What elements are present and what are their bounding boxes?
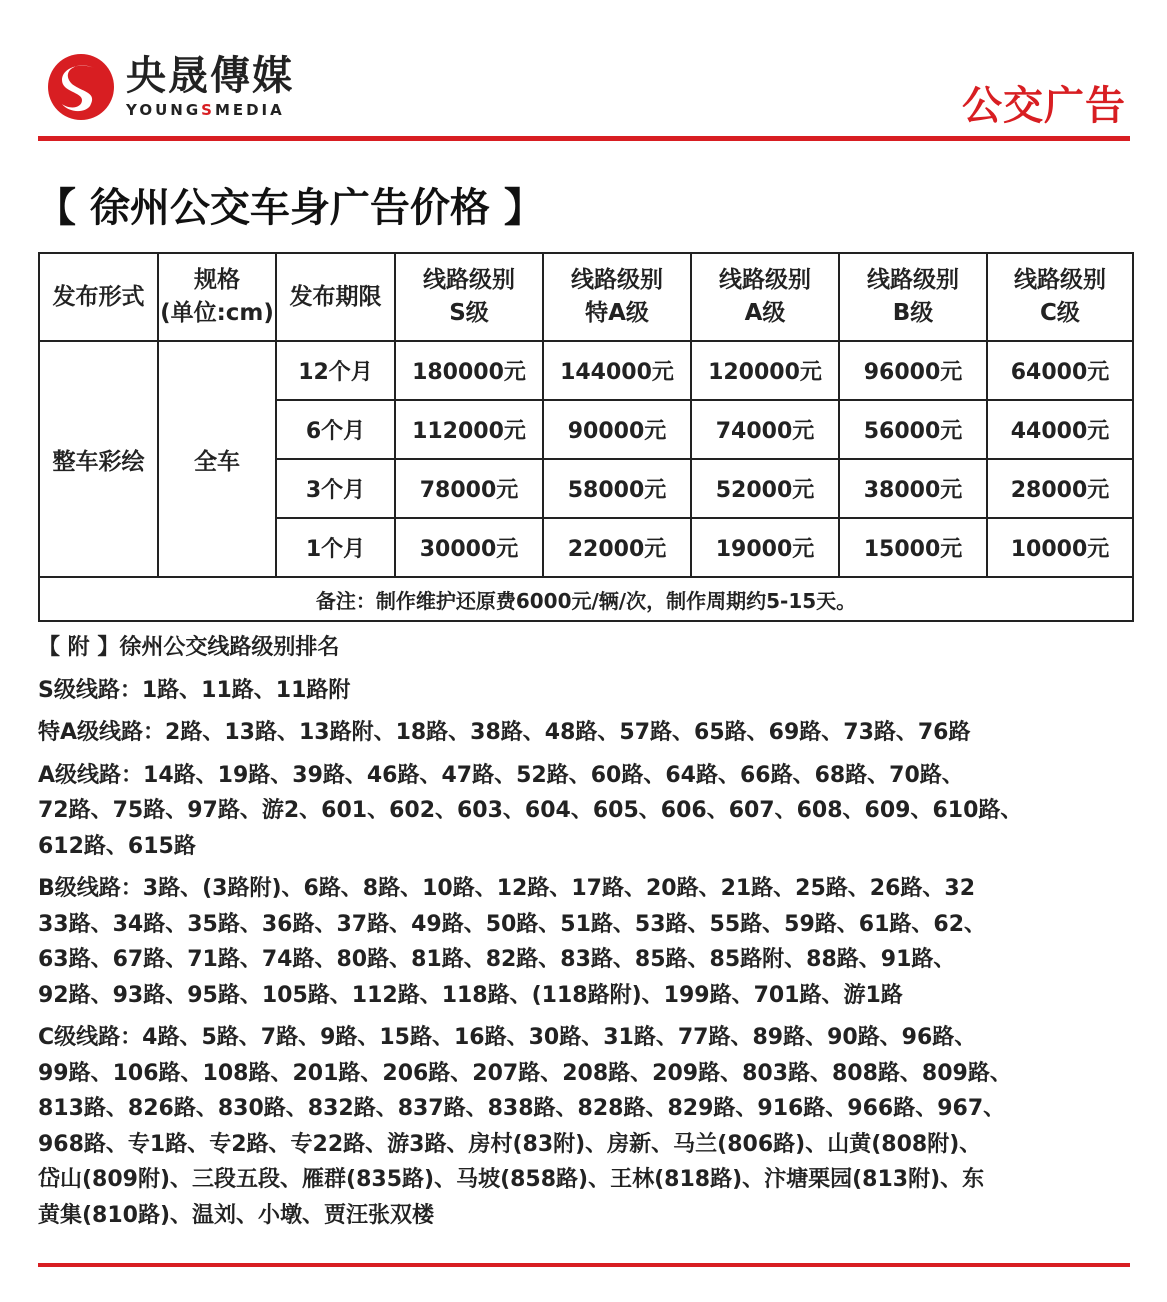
route-line: 黄集(810路)、温刘、小墩、贾汪张双楼 <box>38 1202 435 1228</box>
table-note-row <box>39 577 1133 621</box>
price-cell: 112000元 <box>395 400 543 459</box>
header-grade-special-a: 线路级别 特A级 <box>543 253 691 341</box>
brand-logo-icon <box>46 52 116 122</box>
price-cell: 38000元 <box>839 459 987 518</box>
header-spec: 规格 (单位:cm) <box>158 253 276 341</box>
period-cell: 12个月 <box>276 341 395 400</box>
table-row <box>39 341 1133 400</box>
price-cell: 64000元 <box>987 341 1133 400</box>
period-cell: 6个月 <box>276 400 395 459</box>
route-line: 33路、34路、35路、36路、37路、49路、50路、51路、53路、55路、59路、61路、62、 <box>38 911 986 937</box>
header-divider <box>38 136 1130 141</box>
price-cell: 15000元 <box>839 518 987 577</box>
price-cell: 180000元 <box>395 341 543 400</box>
table-note: 备注：制作维护还原费6000元/辆/次，制作周期约5-15天。 <box>39 577 1133 621</box>
route-line: 92路、93路、95路、105路、112路、118路、(118路附)、199路、701路、游1路 <box>38 982 903 1008</box>
route-line: C级线路：4路、5路、7路、9路、15路、16路、30路、31路、77路、89路、90路、96路、 <box>38 1025 977 1050</box>
price-table <box>38 252 1134 622</box>
route-ranking <box>38 630 1132 1233</box>
header-grade-a: 线路级别 A级 <box>691 253 839 341</box>
b-grade-routes <box>38 871 1132 1013</box>
price-cell: 28000元 <box>987 459 1133 518</box>
route-line: 63路、67路、71路、74路、80路、81路、82路、83路、85路、85路附、88路、91路、 <box>38 947 956 972</box>
brand-wordmark <box>126 54 294 120</box>
section-label: 公交广告 <box>962 83 1126 129</box>
header-grade-b: 线路级别 B级 <box>839 253 987 341</box>
special-a-grade-routes: 特A级线路：2路、13路、13路附、18路、38路、48路、57路、65路、69路、73路、76路 <box>38 720 971 745</box>
brand-name-cn: 央晟傳媒 <box>126 53 294 99</box>
route-line: 99路、106路、108路、201路、206路、207路、208路、209路、803路、808路、809路、 <box>38 1060 1012 1086</box>
period-cell: 3个月 <box>276 459 395 518</box>
c-grade-routes <box>38 1020 1132 1233</box>
brand-name-en: YOUNGSMEDIA <box>126 101 285 119</box>
appendix-heading: 【 附 】徐州公交线路级别排名 <box>38 635 340 660</box>
route-line: 813路、826路、830路、832路、837路、838路、828路、829路、916路、966路、967、 <box>38 1096 1006 1121</box>
price-cell: 74000元 <box>691 400 839 459</box>
header-form: 发布形式 <box>39 253 158 341</box>
route-line: A级线路：14路、19路、39路、46路、47路、52路、60路、64路、66路、68路、70路、 <box>38 762 964 788</box>
page-title: 【 徐州公交车身广告价格 】 <box>36 185 544 231</box>
period-cell: 1个月 <box>276 518 395 577</box>
price-cell: 30000元 <box>395 518 543 577</box>
brand-logo <box>46 52 294 122</box>
price-cell: 19000元 <box>691 518 839 577</box>
price-cell: 10000元 <box>987 518 1133 577</box>
header-grade-c: 线路级别 C级 <box>987 253 1133 341</box>
route-line: 968路、专1路、专2路、专22路、游3路、房村(83附)、房新、马兰(806路)、山黄(808附)、 <box>38 1131 982 1157</box>
price-cell: 144000元 <box>543 341 691 400</box>
a-grade-routes <box>38 758 1132 865</box>
spec-cell: 全车 <box>158 341 276 577</box>
price-cell: 22000元 <box>543 518 691 577</box>
form-cell: 整车彩绘 <box>39 341 158 577</box>
route-line: 72路、75路、97路、游2、601、602、603、604、605、606、607、608、609、610路、 <box>38 798 1023 823</box>
price-cell: 96000元 <box>839 341 987 400</box>
price-cell: 90000元 <box>543 400 691 459</box>
price-cell: 58000元 <box>543 459 691 518</box>
header-grade-s: 线路级别 S级 <box>395 253 543 341</box>
route-line: 612路、615路 <box>38 833 196 859</box>
price-cell: 44000元 <box>987 400 1133 459</box>
price-cell: 56000元 <box>839 400 987 459</box>
price-cell: 120000元 <box>691 341 839 400</box>
s-grade-routes: S级线路：1路、11路、11路附 <box>38 677 351 703</box>
page-header <box>38 44 1130 140</box>
route-line: 岱山(809附)、三段五段、雁群(835路)、马坡(858路)、王林(818路)、汴塘栗园(813附)、东 <box>38 1167 985 1192</box>
table-header-row <box>39 253 1133 341</box>
price-cell: 52000元 <box>691 459 839 518</box>
price-cell: 78000元 <box>395 459 543 518</box>
footer-divider <box>38 1263 1130 1267</box>
header-period: 发布期限 <box>276 253 395 341</box>
route-line: B级线路：3路、(3路附)、6路、8路、10路、12路、17路、20路、21路、25路、26路、32 <box>38 876 976 901</box>
